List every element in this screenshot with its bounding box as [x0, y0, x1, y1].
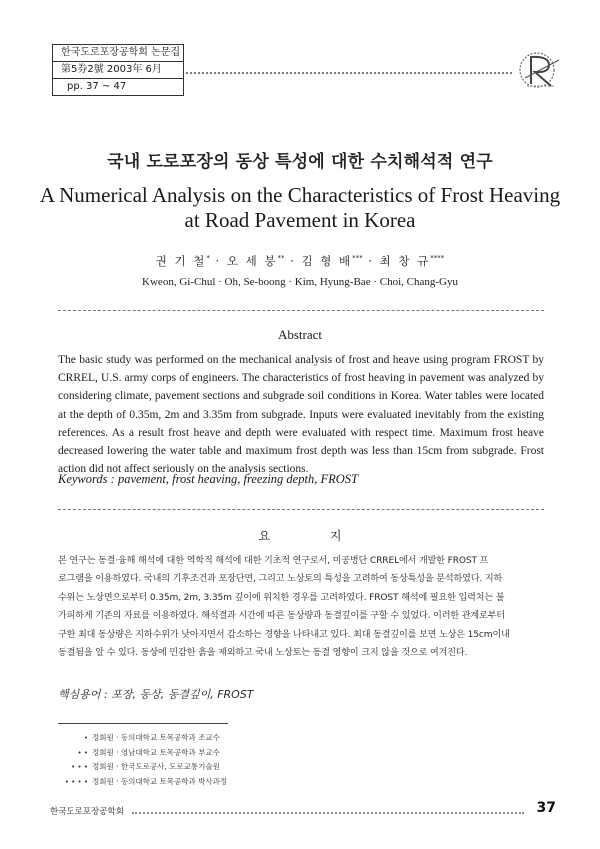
korean-abstract-line: 동결됨을 알 수 있다. 동상에 민감한 흙을 제외하고 국내 노상토는 동결 영향이 크지 않을 것으로 여겨진다.: [58, 648, 468, 659]
korean-abstract-heading: 요 지: [258, 529, 370, 543]
abstract-text: The basic study was performed on the mechanical analysis of frost and heave using program FROST by CRREL, U.S. army corps of engineers. The characteristics of frost heaving in pavement was analyzed by considering climate, pavement sections and subgrade soil conditions in Korea. Water tables were located at the depth of 0.35m, 2m and 3.35m from subgrade. Inputs were evaluated inevitably from the existing references. As a result frost heave and depth were evaluated with respect time. Maximum frost heave decreased lowering the water table and maximum frost depth was less than 15cm from subgrade. Frost action did not affect seriously on the analysis sections.: [58, 354, 544, 476]
footnote-mark: • • •: [71, 763, 88, 771]
page-number: 37: [536, 800, 556, 816]
journal-pages: pp. 37 ~ 47: [67, 81, 127, 92]
section-divider: [58, 509, 544, 510]
footnotes: [58, 731, 227, 789]
footnote-mark: • •: [77, 748, 88, 757]
journal-name: 한국도로포장공학회 논문집: [53, 45, 183, 62]
footnote-item: [58, 746, 227, 761]
footnote-mark: • • • •: [64, 777, 88, 786]
section-divider: [58, 310, 544, 311]
korean-abstract-line: 본 연구는 동결·융해 해석에 대한 역학적 해석에 대한 기초적 연구로서, 미공병단 CRREL에서 개발한 FROST 프: [58, 556, 489, 566]
title-english-line1: A Numerical Analysis on the Characteristics of Frost Heaving: [39, 183, 561, 207]
footnote-text: 정회원 · 한국도로공사, 도로교통기술원: [92, 762, 220, 771]
author-mark: **: [277, 254, 285, 263]
author-mark: ****: [430, 254, 445, 263]
author-name: 오 세 붕: [226, 254, 278, 268]
korean-abstract-line: 구한 최대 동상량은 지하수위가 낮아지면서 감소하는 경향을 나타내고 있다. 최대 동결깊이를 보면 노상은 15cm이내: [58, 629, 510, 640]
authors-english: Kweon, Gi-Chul · Oh, Se-boong · Kim, Hyung-Bae · Choi, Chang-Gyu: [142, 276, 458, 288]
author-mark: *: [206, 254, 210, 263]
footnote-text: 정회원 · 영남대학교 토목공학과 부교수: [92, 747, 220, 757]
journal-volume: 第5券2號 2003年 6月: [53, 62, 183, 79]
korean-abstract-text: [58, 552, 550, 662]
footnote-item: [58, 775, 227, 790]
korean-abstract-line: 수위는 노상면으로부터 0.35m, 2m, 3.35m 깊이에 위치한 경우를 고려하였다. FROST 해석에 필요한 입력치는 불: [58, 592, 505, 603]
header-dotted-rule: [186, 72, 512, 74]
abstract-keywords: Keywords : pavement, frost heaving, freezing depth, FROST: [58, 472, 358, 486]
footnote-text: 정회원 · 동의대학교 토목공학과 박사과정: [92, 776, 228, 786]
abstract-heading: Abstract: [277, 327, 323, 342]
author-name: 권 기 철: [155, 254, 207, 268]
korean-abstract-line: 가피하게 기존의 자료를 이용하였다. 해석결과 시간에 따른 동상량과 동결깊이를 구할 수 있었다. 이러한 관계로부터: [58, 611, 505, 622]
footer-dotted-rule: [132, 812, 524, 814]
author-mark: ***: [352, 254, 363, 263]
korean-abstract-line: 로그램을 이용하였다. 국내의 기후조건과 포장단면, 그리고 노상토의 특성을 고려하여 동상특성을 분석하였다. 지하: [58, 574, 503, 585]
society-logo-icon: [515, 48, 565, 92]
authors-korean: 권 기 철* · 오 세 붕** · 김 형 배*** · 최 창 규****: [155, 254, 445, 268]
author-name: 최 창 규: [379, 254, 431, 268]
footnote-item: [58, 731, 227, 746]
footnote-item: [58, 760, 227, 775]
korean-keywords: 핵심용어 : 포장, 동상, 동결깊이, FROST: [58, 688, 254, 701]
footnote-mark: •: [83, 734, 88, 742]
footnote-rule: [58, 723, 228, 724]
footer-society: 한국도로포장공학회: [50, 807, 124, 817]
author-name: 김 형 배: [301, 254, 353, 268]
footnote-text: 정회원 · 동의대학교 토목공학과 조교수: [92, 733, 220, 742]
title-korean: 국내 도로포장의 동상 특성에 대한 수치해석적 연구: [107, 152, 493, 172]
title-english-line2: at Road Pavement in Korea: [184, 208, 416, 232]
journal-info-box: [52, 44, 184, 96]
